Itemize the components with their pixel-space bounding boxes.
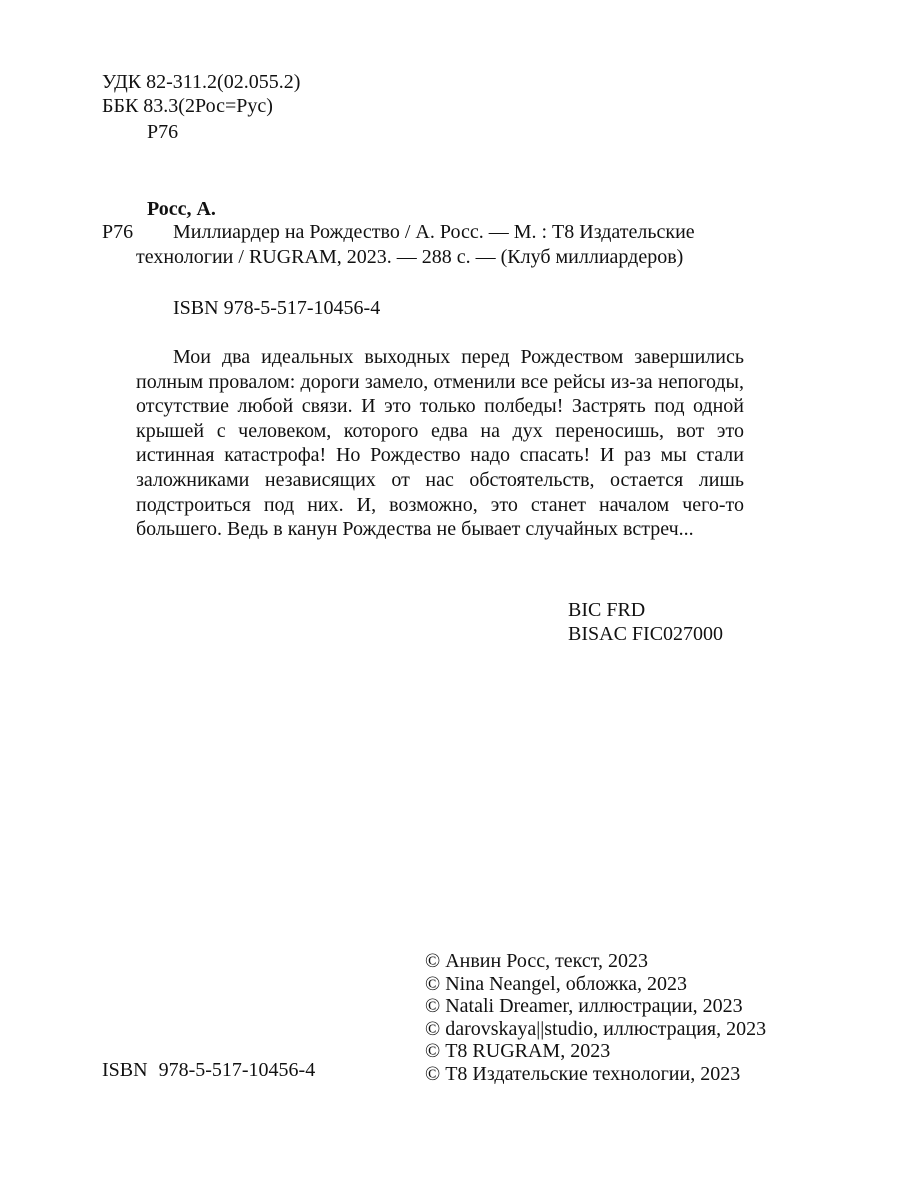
bbk-code: ББК 83.3(2Рос=Рус) [102, 95, 273, 117]
annotation-paragraph [136, 345, 744, 542]
bibliographic-title-line-1: Миллиардер на Рождество / А. Росс. — М. : Т8 Издательские [173, 221, 695, 243]
bisac-code: BISAC FIC027000 [568, 623, 724, 645]
isbn-record: ISBN 978-5-517-10456-4 [173, 297, 381, 319]
copyright-line: © Т8 Издательские технологии, 2023 [425, 1062, 741, 1085]
author-mark: Р76 [147, 121, 179, 143]
author-name: Росс, А. [147, 198, 216, 220]
copyright-line: © Natali Dreamer, иллюстрации, 2023 [425, 995, 743, 1018]
author-mark-inline: Р76 [102, 221, 134, 243]
bibliographic-title-line-2: технологии / RUGRAM, 2023. — 288 с. — (Клуб миллиардеров) [136, 246, 684, 268]
isbn-footer: ISBN 978-5-517-10456-4 [102, 1059, 316, 1081]
copyright-line: © Т8 RUGRAM, 2023 [425, 1040, 611, 1063]
bic-code: BIC FRD [568, 599, 646, 621]
copyright-line: © darovskaya||studio, иллюстрация, 2023 [425, 1017, 767, 1040]
copyright-list [425, 950, 766, 1086]
annotation-text: Мои два идеальных выходных перед Рождеством завершились полным провалом: дороги замело, отменили все рейсы из-за непогоды, отсутствие любой связи. И это только полбеды! Застрять под одной крышей с человеком, которого едва на дух переносишь, вот это истинная катастрофа! Но Рождество надо спасать! И раз мы стали заложниками независящих от нас обстоятельств, остается лишь подстроиться под них. И, возможно, это станет началом чего-то большего. Ведь в канун Рождества не бывает случайных встреч... [136, 346, 744, 541]
copyright-line: © Nina Neangel, обложка, 2023 [425, 972, 687, 995]
udk-code: УДК 82-311.2(02.055.2) [102, 71, 301, 93]
copyright-line: © Анвин Росс, текст, 2023 [425, 950, 649, 972]
